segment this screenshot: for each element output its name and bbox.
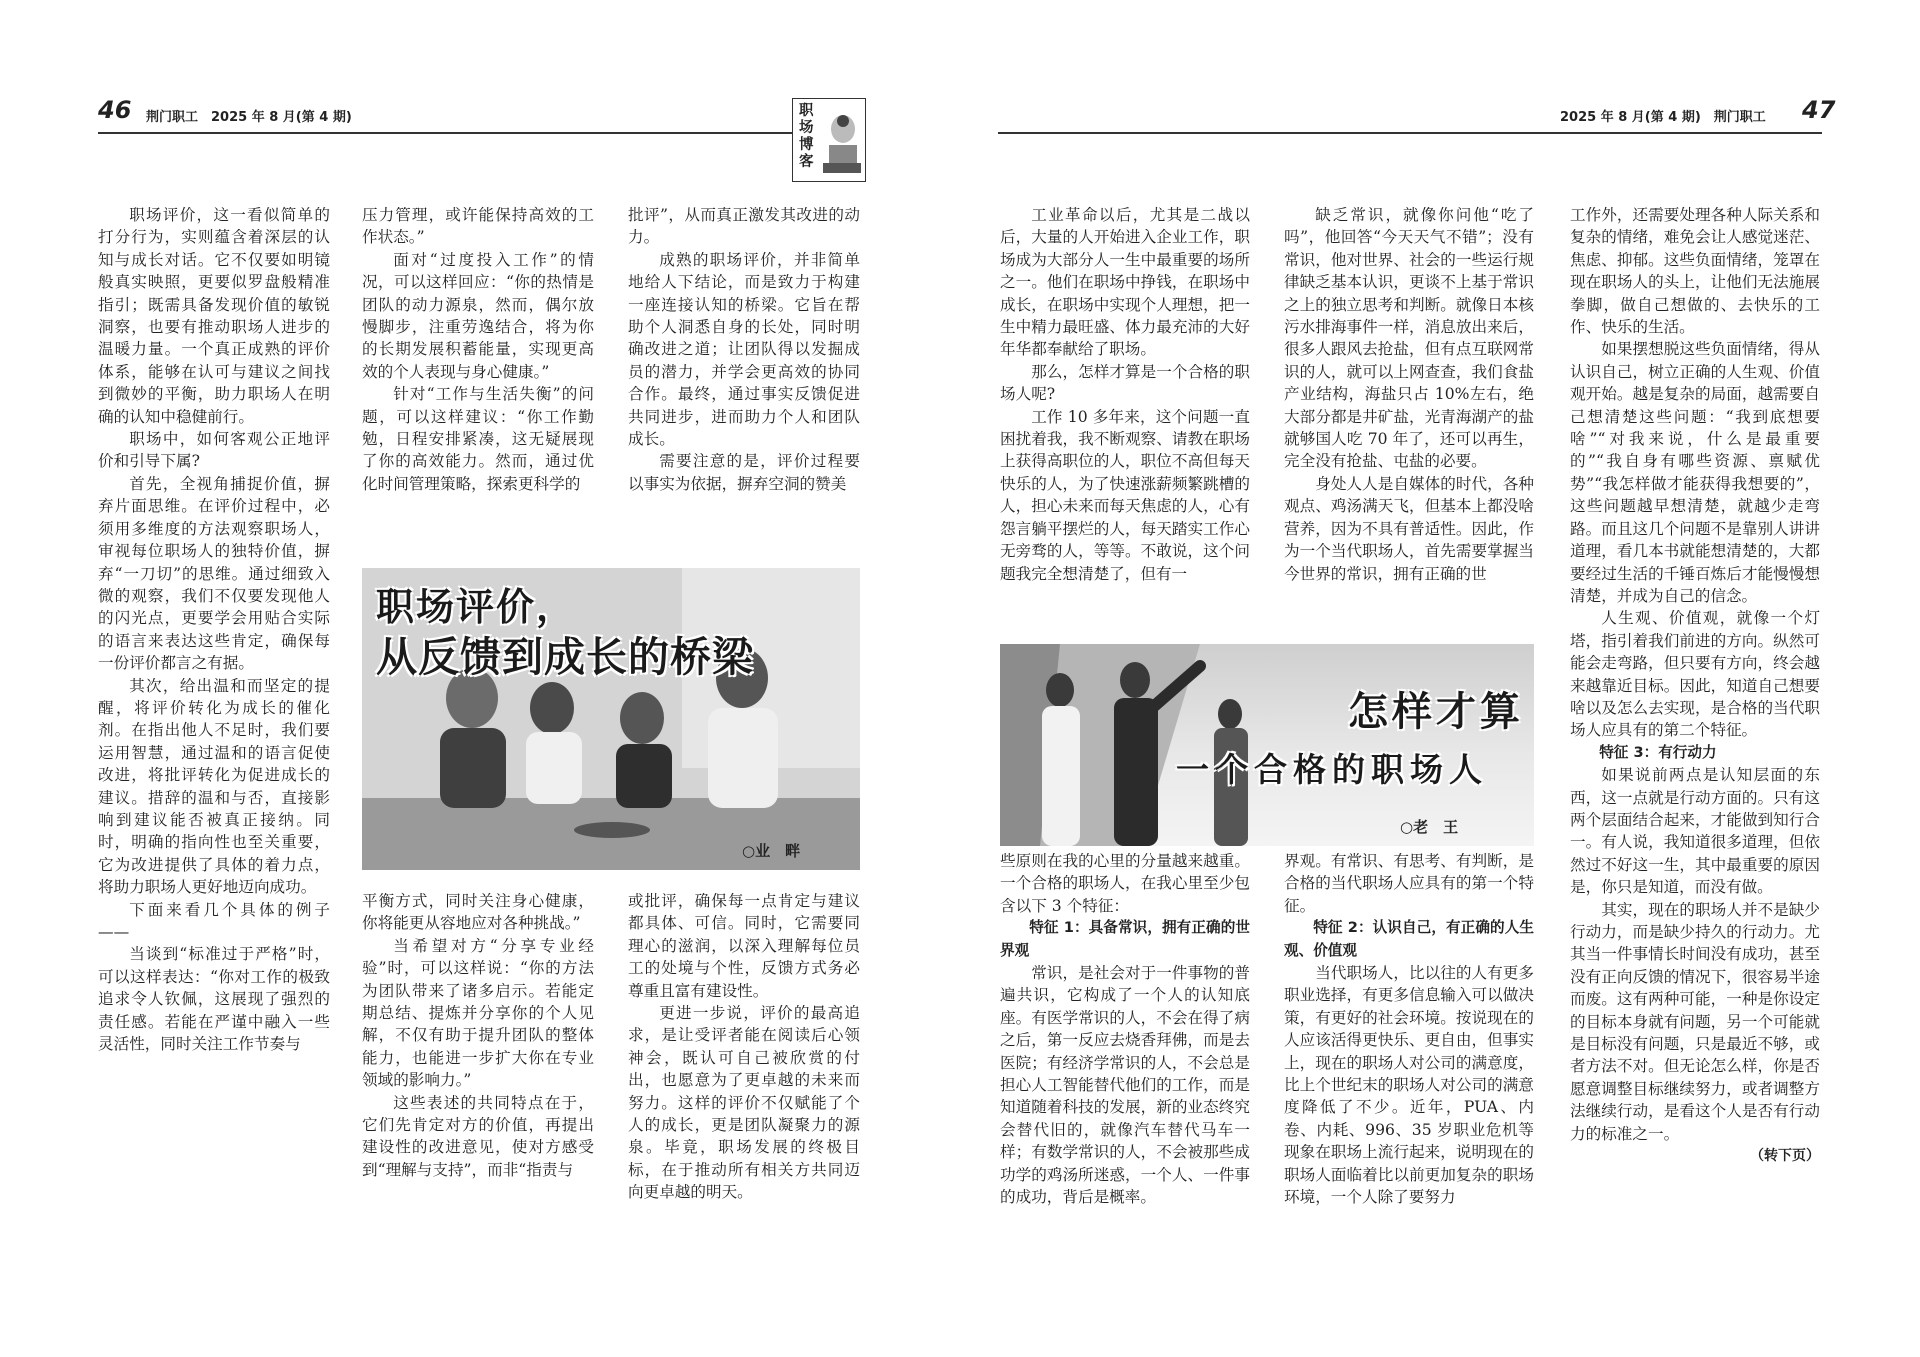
article1-column-3-bottom (628, 890, 860, 1204)
article1-photo-team-fist-bump (362, 568, 860, 870)
paragraph: 其次，给出温和而坚定的提醒，将评价转化为成长的催化剂。在指出他人不足时，我们要运用智慧，通过温和的语言促使改进，将批评转化为促进成长的建议。措辞的温和与否，直接影响到建议能否被真正接纳。同时，明确的指向性也至关重要，它为改进提供了具体的着力点，将助力职场人更好地迈向成功。 (98, 676, 330, 897)
paragraph: 更进一步说，评价的最高追求，是让受评者能在阅读后心领神会，既认可自己被欣赏的付出，也愿意为了更卓越的未来而努力。这样的评价不仅赋能了个人的成长，更是团队凝聚力的源泉。毕竟，职场发展的终极目标，在于推动所有相关方共同迈向更卓越的明天。 (628, 1004, 860, 1202)
paragraph: 需要注意的是，评价过程要以事实为依据，摒弃空洞的赞美 (628, 452, 860, 493)
subheading: 特征 1：具备常识，拥有正确的世界观 (1000, 919, 1250, 959)
paragraph: 其实，现在的职场人并不是缺少行动力，而是缺少持久的行动力。尤其当一件事情长时间没有成功，甚至没有正向反馈的情况下，很容易半途而废。这有两种可能，一种是你设定的目标本身就有问题，另一个可能就是目标没有问题，只是最近不够，或者方法不对。但无论怎么样，你是否愿意调整目标继续努力，或者调整方法继续行动，是看这个人是否有行动力的标准之一。 (1570, 900, 1820, 1143)
right-page-header: 2025 年 8 月(第 4 期) 荆门职工 (1560, 110, 1766, 125)
paragraph: 平衡方式，同时关注身心健康，你将能更从容地应对各种挑战。” (362, 892, 594, 933)
paragraph: 些原则在我的心里的分量越来越重。一个合格的职场人，在我心里至少包含以下 3 个特征： (1000, 852, 1250, 915)
paragraph: 批评”，从而真正激发其改进的动力。 (628, 206, 860, 247)
column-logo-text: 职场博客 (799, 103, 814, 170)
article2-column-3 (1570, 204, 1820, 1167)
paragraph: 首先，全视角捕捉价值，摒弃片面思维。在评价过程中，必须用多维度的方法观察职场人，审视每位职场人的独特价值，摒弃“一刀切”的思维。通过细致入微的观察，我们不仅要发现他人的闪光点，更要学会用贴合实际的语言来表达这些肯定，确保每一份评价都言之有据。 (98, 474, 330, 673)
left-page-number: 46 (98, 96, 132, 124)
subheading: 特征 3：有行动力 (1599, 743, 1717, 761)
paragraph: 工业革命以后，尤其是二战以后，大量的人开始进入企业工作，职场成为大部分人一生中最重要的场所之一。他们在职场中挣钱，在职场中成长，在职场中实现个人理想，把一生中精力最旺盛、体力最充沛的大好年华都奉献给了职场。 (1000, 206, 1250, 359)
paragraph: 界观。有常识、有思考、有判断，是合格的当代职场人应具有的第一个特征。 (1284, 852, 1534, 915)
article2-column-1-bottom (1000, 850, 1250, 1209)
paragraph: 职场评价，这一看似简单的打分行为，实则蕴含着深层的认知与成长对话。它不仅要如明镜般真实映照，更要似罗盘般精准指引；既需具备发现价值的敏锐洞察，也要有推动职场人进步的温暖力量。一个真正成熟的评价体系，能够在认可与建议之间找到微妙的平衡，助力职场人在明确的认知中稳健前行。 (98, 206, 330, 426)
paragraph: 压力管理，或许能保持高效的工作状态。” (362, 206, 594, 247)
right-header-rule (998, 132, 1822, 134)
paragraph: 职场中，如何客观公正地评价和引导下属? (98, 430, 330, 471)
article2-title-line2: 一个合格的职场人 (1176, 750, 1488, 789)
paragraph: 当谈到“标准过于严格”时，可以这样表达：“你对工作的极致追求令人钦佩，这展现了强烈的责任感。若能在严谨中融入一些灵活性，同时关注工作节奏与 (98, 945, 330, 1054)
article1-column-3-top (628, 204, 860, 495)
article1-title-line1: 职场评价， (376, 585, 577, 629)
article1-column-1 (98, 204, 330, 1055)
subheading: 特征 2：认识自己，有正确的人生观、价值观 (1284, 919, 1534, 959)
paragraph: 当代职场人，比以往的人有更多职业选择，有更多信息输入可以做决策，有更好的社会环境。按说现在的人应该活得更快乐、更自由，但事实上，现在的职场人对公司的满意度，比上个世纪末的职场人对公司的满意度降低了不少。近年，PUA、内卷、内耗、996、35 岁职业危机等现象在职场上流行起来，说明现在的职场人面临着比以前更加复杂的职场环境，一个人除了要努力 (1284, 964, 1534, 1207)
left-header-rule (98, 132, 792, 134)
paragraph: 成熟的职场评价，并非简单地给人下结论，而是致力于构建一座连接认知的桥梁。它旨在帮助个人洞悉自身的长处，同时明确改进之道；让团队得以发掘成员的潜力，并学会更高效的协同合作。最终，通过事实反馈促进共同进步，进而助力个人和团队成长。 (628, 250, 860, 449)
paragraph: 人生观、价值观，就像一个灯塔，指引着我们前进的方向。纵然可能会走弯路，但只要有方向，终会越来越靠近目标。因此，知道自己想要啥以及怎么去实现，是合格的当代职场人应具有的第二个特征。 (1570, 609, 1820, 740)
paragraph: 常识，是社会对于一件事物的普遍共识，它构成了一个人的认知底座。有医学常识的人，不会在得了病之后，第一反应去烧香拜佛，而是去医院；有经济学常识的人，不会总是担心人工智能替代他们的工作，而是知道随着科技的发展，新的业态终究会替代旧的，就像汽车替代马车一样；有数学常识的人，不会被那些成功学的鸡汤所迷惑，一个人、一件事的成功，背后是概率。 (1000, 964, 1250, 1207)
column-logo-zhichang-boke (792, 98, 866, 182)
continued-note: （转下页） (1750, 1148, 1820, 1165)
paragraph: 如果摆想脱这些负面情绪，得从认识自己，树立正确的人生观、价值观开始。越是复杂的局面，越需要自己想清楚这些问题：“我到底想要啥”“对我来说，什么是最重要的”“我自身有哪些资源、禀赋优势”“我怎样做才能获得我想要的”，这些问题越早想清楚，就越少走弯路。而且这几个问题不是靠别人讲讲道理，看几本书就能想清楚的，大都要经过生活的千锤百炼后才能慢慢想清楚，并成为自己的信念。 (1570, 340, 1820, 605)
paragraph: 工作外，还需要处理各种人际关系和复杂的情绪，难免会让人感觉迷茫、焦虑、抑郁。这些负面情绪，笼罩在现在职场人的头上，让他们无法施展拳脚，做自己想做的、去快乐的工作、快乐的生活。 (1570, 206, 1820, 337)
article2-title-line1: 怎样才算 (1348, 689, 1524, 735)
article2-column-2-top (1284, 204, 1534, 585)
paragraph: 工作 10 多年来，这个问题一直困扰着我，我不断观察、请教在职场上获得高职位的人，职位不高但每天快乐的人，为了快速涨薪频繁跳槽的人，担心未来而每天焦虑的人，心有怨言躺平摆烂的人，每天踏实工作心无旁骛的人，等等。不敢说，这个问题我完全想清楚了，但有一 (1000, 407, 1250, 583)
paragraph: 针对“工作与生活失衡”的问题，可以这样建议：“你工作勤勉，日程安排紧凑，这无疑展现了你的高效能力。然而，通过优化时间管理策略，探索更科学的 (362, 385, 594, 493)
article2-byline: ○老 王 (1400, 818, 1459, 836)
paragraph: 如果说前两点是认知层面的东西，这一点就是行动方面的。只有这两个层面结合起来，才能做到知行合一。有人说，我知道很多道理，但依然过不好这一生，其中最重要的原因是，你只是知道，而没有做。 (1570, 766, 1820, 897)
paragraph: 那么，怎样才算是一个合格的职场人呢? (1000, 362, 1250, 404)
article1-column-2-bottom (362, 890, 594, 1181)
article1-byline: ○业 畔 (742, 842, 801, 860)
article2-column-2-bottom (1284, 850, 1534, 1209)
paragraph: 身处人人是自媒体的时代，各种观点、鸡汤满天飞，但基本上都没啥营养，因为不具有普适性。因此，作为一个当代职场人，首先需要掌握当今世界的常识，拥有正确的世 (1284, 474, 1534, 583)
paragraph: 下面来看几个具体的例子—— (98, 900, 330, 941)
article2-photo-businesspeople (1000, 644, 1534, 846)
article2-column-1-top (1000, 204, 1250, 585)
paragraph: 这些表述的共同特点在于，它们先肯定对方的价值，再提出建设性的改进意见，使对方感受到“理解与支持”，而非“指责与 (362, 1093, 594, 1179)
paragraph: 当希望对方“分享专业经验”时，可以这样说：“你的方法为团队带来了诸多启示。若能定期总结、提炼并分享你的个人见解，不仅有助于提升团队的整体能力，也能进一步扩大你在专业领域的影响力。” (362, 936, 594, 1090)
right-page-number: 47 (1802, 96, 1836, 124)
article1-column-2-top (362, 204, 594, 495)
paragraph: 面对“过度投入工作”的情况，可以这样回应：“你的热情是团队的动力源泉，然而，偶尔放慢脚步，注重劳逸结合，将为你的长期发展积蓄能量，实现更高效的个人表现与身心健康。” (362, 250, 594, 381)
article1-title-line2: 从反馈到成长的桥梁 (376, 633, 754, 681)
paragraph: 或批评，确保每一点肯定与建议都具体、可信。同时，它需要同理心的滋润，以深入理解每位员工的处境与个性，反馈方式务必尊重且富有建设性。 (628, 892, 860, 1000)
paragraph: 缺乏常识，就像你问他“吃了吗”，他回答“今天天气不错”；没有常识，他对世界、社会的一些运行规律缺乏基本认识，更谈不上基于常识之上的独立思考和判断。就像日本核污水排海事件一样，消息放出来后，很多人跟风去抢盐，但有点互联网常识的人，就可以上网查查，我们食盐产业结构，海盐只占 10%左右，绝大部分都是井矿盐，光青海湖产的盐就够国人吃 70 年了，还可以再生，完全没有抢盐、屯盐的必要。 (1284, 206, 1534, 471)
left-page-header: 荆门职工 2025 年 8 月(第 4 期) (146, 110, 352, 125)
